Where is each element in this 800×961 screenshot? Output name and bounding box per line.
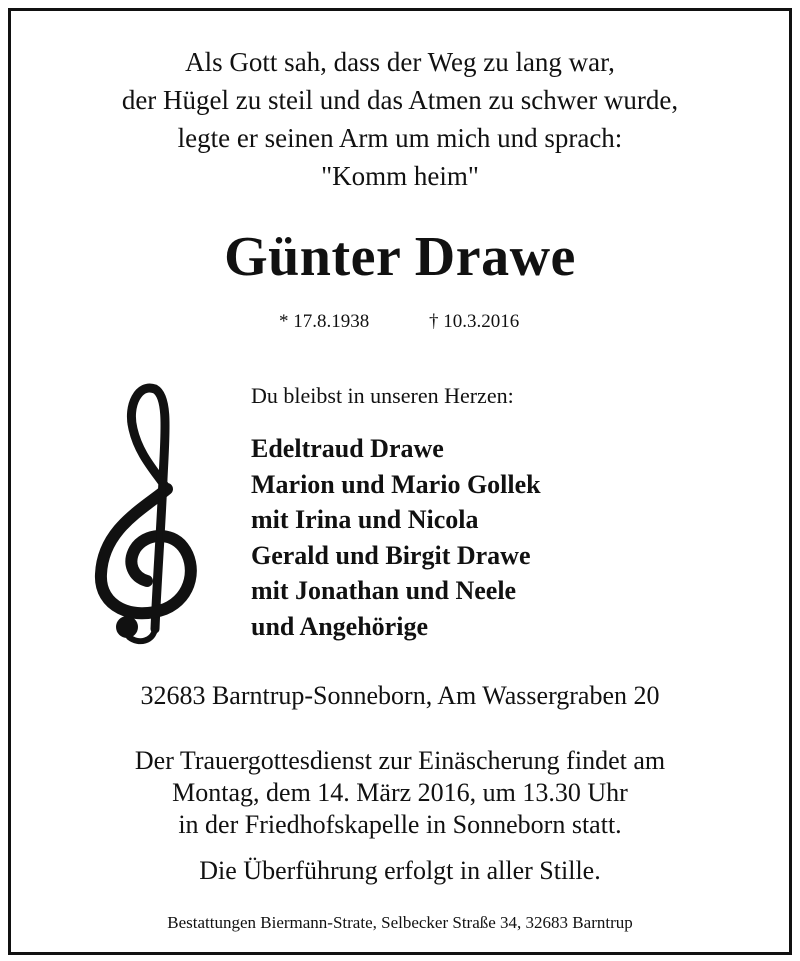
life-dates bbox=[11, 311, 789, 337]
poem-line: der Hügel zu steil und das Atmen zu schwer wurde, bbox=[121, 85, 679, 115]
obituary-frame bbox=[8, 8, 792, 955]
funeral-home: Bestattungen Biermann-Strate, Selbecker Straße 34, 32683 Barntrup bbox=[167, 913, 633, 932]
treble-clef-icon bbox=[83, 379, 211, 647]
service-line: Montag, dem 14. März 2016, um 13.30 Uhr bbox=[172, 778, 628, 807]
service-notice bbox=[11, 745, 789, 841]
death-date: † 10.3.2016 bbox=[429, 311, 520, 332]
mourners-list bbox=[251, 431, 541, 644]
poem bbox=[11, 43, 789, 195]
mourner-line: Marion und Mario Gollek bbox=[251, 469, 541, 499]
mourner-line: und Angehörige bbox=[251, 611, 428, 641]
poem-line: Als Gott sah, dass der Weg zu lang war, bbox=[185, 47, 615, 77]
deceased-name: Günter Drawe bbox=[224, 226, 576, 288]
poem-line: "Komm heim" bbox=[321, 161, 479, 191]
mourner-line: Gerald und Birgit Drawe bbox=[251, 540, 531, 570]
mourner-line: mit Jonathan und Neele bbox=[251, 576, 517, 605]
service-line: Der Trauergottesdienst zur Einäscherung findet am bbox=[134, 746, 666, 775]
transfer-notice: Die Überführung erfolgt in aller Stille. bbox=[199, 856, 601, 885]
family-address: 32683 Barntrup-Sonneborn, Am Wassergraben 20 bbox=[140, 681, 660, 710]
mourner-line: Edeltraud Drawe bbox=[251, 434, 444, 463]
mourners-intro: Du bleibst in unseren Herzen: bbox=[251, 383, 514, 408]
poem-line: legte er seinen Arm um mich und sprach: bbox=[177, 123, 623, 153]
mourner-line: mit Irina und Nicola bbox=[251, 505, 479, 534]
birth-date: * 17.8.1938 bbox=[279, 311, 370, 332]
service-line: in der Friedhofskapelle in Sonneborn statt. bbox=[178, 810, 622, 839]
